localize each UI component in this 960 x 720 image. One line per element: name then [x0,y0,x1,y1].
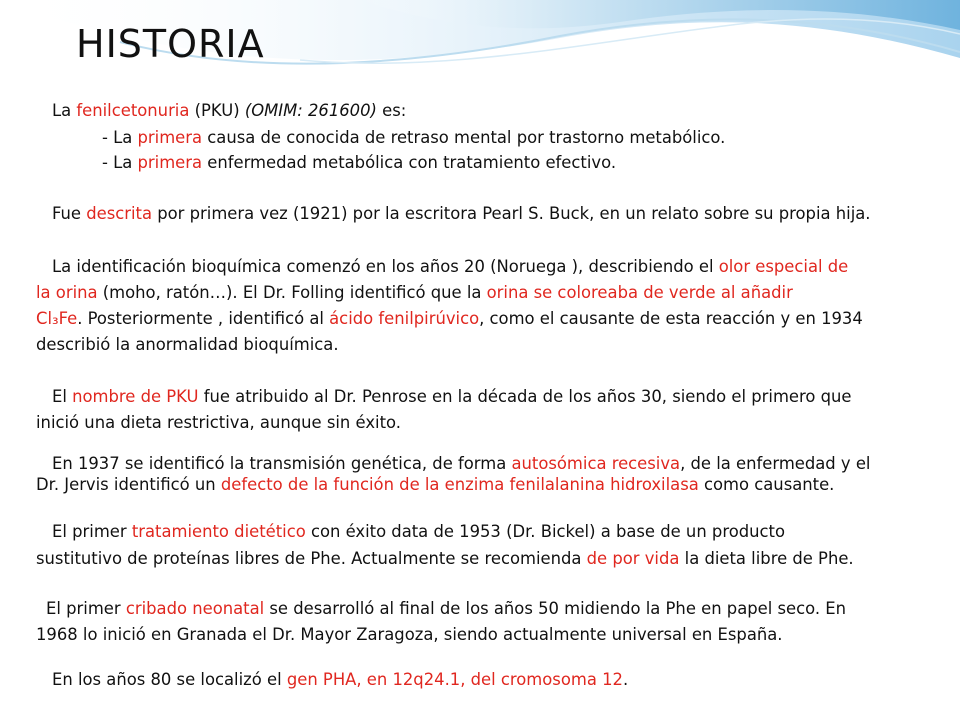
paragraph-text: En 1937 se identificó la transmisión genética, de forma [52,454,512,473]
paragraph-text: La identificación bioquímica comenzó en los años 20 (Noruega ), describiendo el [52,257,719,276]
term-nombre-pku: nombre de PKU [72,387,199,406]
paragraph-text: . Posteriormente , identificó al [77,309,330,328]
paragraph-text: por primera vez (1921) por la escritora Pearl S. Buck, en un relato sobre su propia hija. [152,204,871,223]
term-gen-pha: gen PHA, en 12q24.1, del cromosoma 12 [286,670,623,689]
paragraph-text: , como el causante de esta reacción y en 1934 [479,309,863,328]
slide-title: HISTORIA [76,22,265,66]
paragraph-text: se desarrolló al final de los años 50 midiendo la Phe en papel seco. En [264,599,847,618]
name-line-1 [52,384,852,410]
intro-text: La [52,101,77,120]
intro-line [52,98,406,124]
paragraph-text: . [622,670,629,689]
paragraph-text: El [52,387,73,406]
gene-line [52,667,628,693]
term-fenilcetonuria: fenilcetonuria [76,101,190,120]
term-primera: primera [137,153,203,172]
bullet-line-2 [102,150,616,176]
term-tratamiento-dietetico: tratamiento dietético [131,522,306,541]
paragraph-text: En los años 80 se localizó el [52,670,287,689]
intro-text: es: [376,101,407,120]
paragraph-text: inició una dieta restrictiva, aunque sin éxito. [36,413,401,432]
bullet-line-1 [102,125,725,151]
paragraph-text: sustitutivo de proteínas libres de Phe. Actualmente se recomienda [36,549,587,568]
term-de-por-vida: de por vida [586,549,680,568]
biochem-line-1 [52,254,848,280]
term-defecto-enzima: defecto de la función de la enzima fenilalanina hidroxilasa [220,475,699,494]
term-cribado-neonatal: cribado neonatal [125,599,265,618]
paragraph-text: , de la enfermedad y el [680,454,871,473]
biochem-line-2 [36,280,793,306]
paragraph-text: El primer [52,522,132,541]
term-olor-especial: olor especial de [718,257,849,276]
paragraph-text: El primer [46,599,126,618]
omim-reference: (OMIM: 261600) [244,101,377,120]
name-line-2 [36,410,401,436]
intro-text: (PKU) [189,101,245,120]
paragraph-text: 1968 lo inició en Granada el Dr. Mayor Zaragoza, siendo actualmente universal en España. [36,625,783,644]
described-line [52,201,871,227]
screening-line-1 [46,596,846,622]
term-orina-verde: orina se coloreaba de verde al añadir [486,283,793,302]
term-acido-fenilpiruvico: ácido fenilpirúvico [329,309,480,328]
paragraph-text: (moho, ratón…). El Dr. Folling identificó que la [97,283,487,302]
term-la-orina: la orina [36,283,98,302]
paragraph-text: la dieta libre de Phe. [679,549,854,568]
term-descrita: descrita [86,204,153,223]
paragraph-text: describió la anormalidad bioquímica. [36,335,339,354]
term-primera: primera [137,128,203,147]
bullet-text: - La [102,128,138,147]
paragraph-text: con éxito data de 1953 (Dr. Bickel) a base de un producto [305,522,785,541]
term-cl3fe: Cl₃Fe [36,309,78,328]
treatment-line-1 [52,519,785,545]
screening-line-2 [36,622,783,648]
biochem-line-3 [36,306,863,332]
paragraph-text: Fue [52,204,87,223]
treatment-line-2 [36,546,854,572]
genetic-line-2 [36,472,834,498]
paragraph-text: fue atribuido al Dr. Penrose en la década de los años 30, siendo el primero que [198,387,852,406]
bullet-text: causa de conocida de retraso mental por trastorno metabólico. [202,128,726,147]
biochem-line-4 [36,332,339,358]
bullet-text: enfermedad metabólica con tratamiento efectivo. [202,153,617,172]
paragraph-text: como causante. [698,475,835,494]
bullet-text: - La [102,153,138,172]
paragraph-text: Dr. Jervis identificó un [36,475,221,494]
term-autosomica-recesiva: autosómica recesiva [511,454,681,473]
